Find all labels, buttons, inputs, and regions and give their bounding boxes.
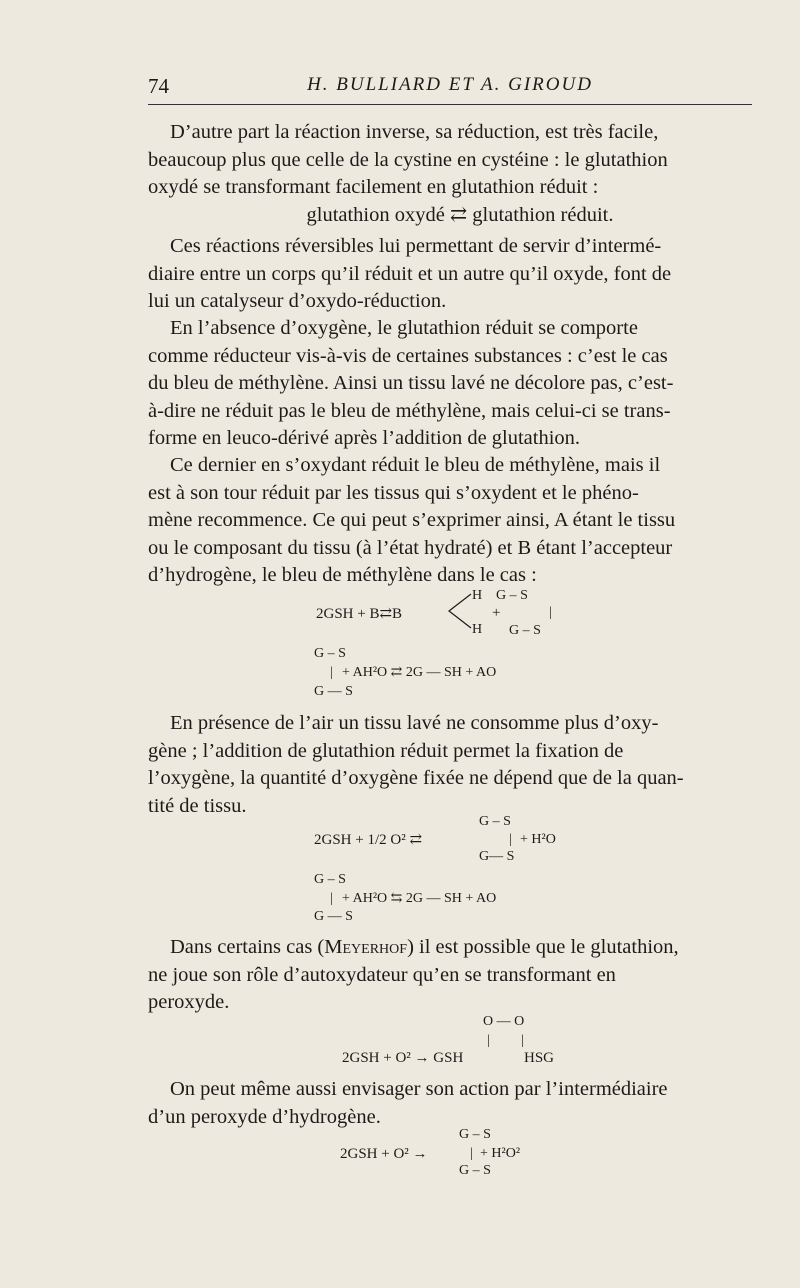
- formula-text: + AH²O ⇆ 2G — SH + AO: [342, 891, 497, 906]
- paragraph-6: [148, 934, 752, 1017]
- text-line: On peut même aussi envisager son action par l’intermédiaire: [170, 1078, 668, 1100]
- text-line: comme réducteur vis-à-vis de certaines substances : c’est le cas: [148, 344, 668, 367]
- formula-text: G— S: [479, 849, 515, 864]
- formula-text: G – S: [314, 872, 346, 887]
- page-number: 74: [148, 74, 169, 98]
- text-line: beaucoup plus que celle de la cystine en cystéine : le glutathion: [148, 148, 668, 171]
- text-line: gène ; l’addition de glutathion réduit permet la fixation de: [148, 739, 624, 762]
- text-line: l’oxygène, la quantité d’oxygène fixée ne dépend que de la quan-: [148, 767, 684, 789]
- formula-text: |: [330, 891, 333, 906]
- paragraph-5: [148, 710, 752, 820]
- formula-text: HSG: [524, 1050, 555, 1066]
- text-line: ne joue son rôle d’autoxydateur qu’en se transformant en: [148, 963, 616, 986]
- text-line: à-dire ne réduit pas le bleu de méthylène, mais celui-ci se trans-: [148, 399, 671, 422]
- formula-text: |: [470, 1146, 473, 1161]
- text-line: est à son tour réduit par les tissus qui s’oxydent et le phéno-: [148, 481, 639, 504]
- formula-text: G – S: [479, 814, 511, 829]
- bracket-mark: [447, 592, 473, 630]
- formula-text: |: [509, 832, 512, 847]
- text-line: peroxyde.: [148, 991, 230, 1013]
- formula-text: G — S: [314, 909, 353, 924]
- formula-text: 2GSH + O² → GSH: [342, 1050, 464, 1066]
- formula-text: G – S: [459, 1127, 491, 1142]
- text-line: D’autre part la réaction inverse, sa réduction, est très facile,: [170, 121, 659, 143]
- text-line: oxydé se transformant facilement en glutathion réduit :: [148, 176, 599, 198]
- header-rule: [148, 104, 752, 105]
- text-line: d’hydrogène, le bleu de méthylène dans le cas :: [148, 564, 537, 586]
- text-line: Ce dernier en s’oxydant réduit le bleu de méthylène, mais il: [170, 454, 661, 476]
- formula-text: 2GSH + B⇄B: [316, 606, 403, 622]
- formula-text: 2GSH + 1/2 O² ⇄: [314, 832, 423, 848]
- paragraph-4: [148, 452, 752, 590]
- formula-text: +: [492, 605, 501, 621]
- formula-text: G – S: [314, 646, 346, 661]
- text-line: diaire entre un corps qu’il réduit et un autre qu’il oxyde, font de: [148, 262, 672, 285]
- formula-text: H: [472, 622, 483, 637]
- formula-text: G – S: [459, 1163, 491, 1178]
- paragraph-7: [148, 1076, 752, 1131]
- text-line: tité de tissu.: [148, 794, 247, 817]
- author-name: Meyerhof: [324, 936, 408, 958]
- text-line: lui un catalyseur d’oxydo-réduction.: [148, 290, 447, 312]
- text-line: En l’absence d’oxygène, le glutathion réduit se comporte: [170, 317, 638, 339]
- page-header: [148, 74, 752, 100]
- running-title: H. BULLIARD ET A. GIROUD: [307, 74, 593, 95]
- formula-text: + H²O²: [480, 1146, 521, 1161]
- text-line: En présence de l’air un tissu lavé ne consomme plus d’oxy-: [170, 712, 659, 734]
- formula-text: G – S: [496, 588, 528, 603]
- paragraph-2: [148, 233, 752, 316]
- formula-text: |: [549, 605, 552, 620]
- text-span: ) il est possible que le glutathion,: [407, 936, 679, 958]
- formula-text: | |: [487, 1033, 525, 1048]
- formula-text: G – S: [509, 623, 541, 638]
- text-line: ou le composant du tissu (à l’état hydraté) et B étant l’accepteur: [148, 536, 673, 559]
- formula-text: O — O: [483, 1014, 525, 1029]
- paragraph-1: [148, 119, 752, 229]
- text-line: du bleu de méthylène. Ainsi un tissu lavé ne décolore pas, c’est-: [148, 372, 674, 394]
- paragraph-3: [148, 315, 752, 453]
- formula-text: |: [330, 665, 333, 680]
- formula-text: G — S: [314, 684, 353, 699]
- equation-line: glutathion oxydé ⇄ glutathion réduit.: [306, 203, 614, 226]
- text-span: Dans certains cas (: [170, 936, 325, 958]
- text-line: mène recommence. Ce qui peut s’exprimer ainsi, A étant le tissu: [148, 509, 676, 531]
- text-line: d’un peroxyde d’hydrogène.: [148, 1105, 381, 1128]
- text-line: forme en leuco-dérivé après l’addition de glutathion.: [148, 427, 581, 449]
- formula-text: 2GSH + O² →: [340, 1146, 428, 1162]
- formula-text: + AH²O ⇄ 2G — SH + AO: [342, 665, 497, 680]
- formula-text: + H²O: [520, 832, 556, 847]
- formula-text: H: [472, 588, 483, 603]
- text-line: Ces réactions réversibles lui permettant de servir d’intermé-: [170, 235, 662, 257]
